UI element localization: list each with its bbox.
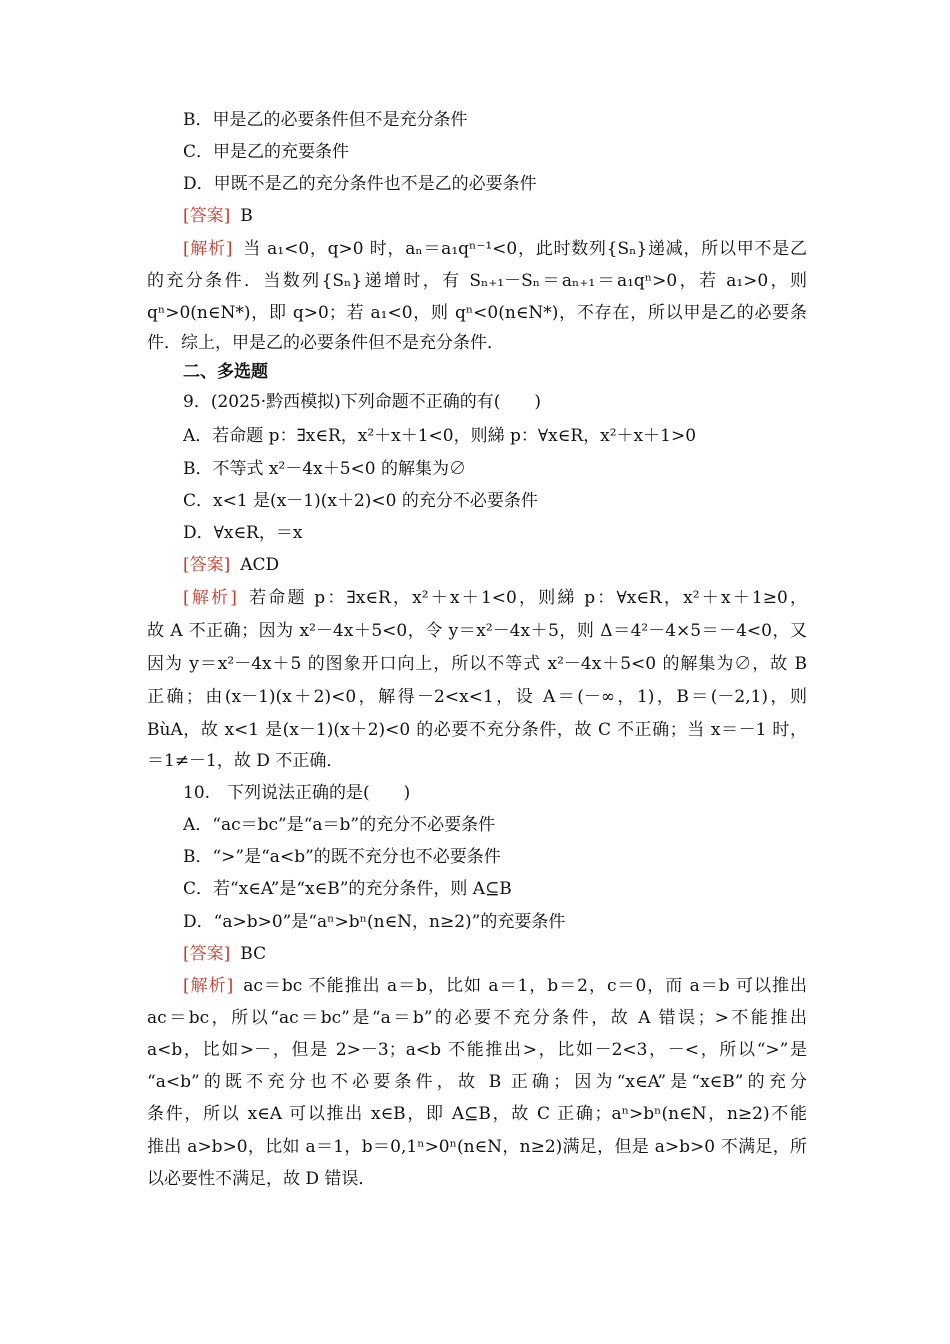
line-text: 正确；由(x－1)(x＋2)<0，解得－2<x<1，设 A＝(－∞，1)，B＝(－2,1)，则	[147, 687, 807, 707]
text-line	[147, 1035, 807, 1065]
text-line	[147, 649, 807, 679]
line-text: a<b，比如>－，但是 2>－3；a<b 不能推出>，比如－2<3，－<，所以“>”是	[147, 1040, 807, 1060]
line-text: 推出 a>b>0，比如 a＝1，b＝0,1ⁿ>0ⁿ(n∈N，n≥2)满足，但是 a>b>0 不满足，所	[147, 1137, 807, 1157]
line-text: A．若命题 p：∃x∈R，x²＋x＋1<0，则綈 p：∀x∈R，x²＋x＋1>0	[183, 426, 697, 446]
text-line	[183, 201, 807, 231]
text-line	[183, 842, 807, 872]
text-line	[147, 715, 807, 745]
line-text: “a<b”的既不充分也不必要条件，故 B 正确；因为“x∈A”是“x∈B”的充分	[147, 1072, 807, 1092]
answer-tag: [答案]	[183, 555, 231, 575]
line-text: 因为 y＝x²－4x＋5 的图象开口向上，所以不等式 x²－4x＋5<0 的解集为∅，故 B	[147, 654, 807, 674]
text-line	[183, 550, 807, 580]
text-line	[183, 874, 807, 904]
line-text: qⁿ>0(n∈N*)，即 q>0；若 a₁<0，则 qⁿ<0(n∈N*)，不存在，所以甲是乙的必要条	[147, 303, 807, 323]
line-text: D．∀x∈R，＝x	[183, 523, 303, 543]
line-text: ac＝bc，所以“ac＝bc”是“a＝b”的必要不充分条件，故 A 错误；>不能推出	[147, 1008, 807, 1028]
text-line	[183, 518, 807, 548]
text-line	[183, 421, 807, 451]
text-line	[183, 810, 807, 840]
line-text: 故 A 不正确；因为 x²－4x＋5<0，令 y＝x²－4x＋5，则 Δ＝4²－4×5＝－4<0，又	[147, 621, 807, 641]
text-line	[147, 328, 807, 358]
line-text: 若命题 p：∃x∈R，x²＋x＋1<0，则綈 p：∀x∈R，x²＋x＋1≥0，	[246, 588, 807, 608]
text-line	[147, 1164, 807, 1194]
answer-tag: [答案]	[183, 206, 231, 226]
line-text: C．若“x∈A”是“x∈B”的充分条件，则 A⊆B	[183, 879, 512, 899]
text-line	[183, 486, 807, 516]
line-text: ACD	[240, 555, 280, 575]
text-line	[147, 298, 807, 328]
text-line	[147, 1132, 807, 1162]
text-line	[147, 266, 807, 296]
text-line	[183, 454, 807, 484]
text-line	[147, 1067, 807, 1097]
text-line	[183, 357, 807, 387]
text-line	[183, 778, 807, 808]
line-text: 当 a₁<0，q>0 时，aₙ＝a₁qⁿ⁻¹<0，此时数列{Sₙ}递减，所以甲不是乙	[242, 239, 807, 259]
line-text: B．“>”是“a<b”的既不充分也不必要条件	[183, 847, 501, 867]
line-text: C．x<1 是(x－1)(x＋2)<0 的充分不必要条件	[183, 491, 538, 511]
line-text: ＝1≠－1，故 D 不正确．	[147, 751, 344, 771]
line-text: D．甲既不是乙的充分条件也不是乙的必要条件	[183, 174, 537, 194]
line-text: B．不等式 x²－4x＋5<0 的解集为∅	[183, 459, 466, 479]
line-text: 的充分条件．当数列{Sₙ}递增时，有 Sₙ₊₁－Sₙ＝aₙ₊₁＝a₁qⁿ>0，若 a₁>0，则	[147, 271, 807, 291]
line-text: 9．(2025·黔西模拟)下列命题不正确的有( )	[183, 392, 542, 412]
line-text: 条件，所以 x∈A 可以推出 x∈B，即 A⊆B，故 C 正确；aⁿ>bⁿ(n∈N，n≥2)不能	[147, 1104, 807, 1124]
text-line	[147, 682, 807, 712]
line-text: C．甲是乙的充要条件	[183, 142, 350, 162]
text-line	[183, 137, 807, 167]
line-text: D．“a>b>0”是“aⁿ>bⁿ(n∈N，n≥2)”的充要条件	[183, 912, 566, 932]
line-text: B	[240, 206, 253, 226]
text-line	[183, 169, 807, 199]
text-line	[183, 105, 807, 135]
line-text: B．甲是乙的必要条件但不是充分条件	[183, 110, 468, 130]
text-line	[147, 1099, 807, 1129]
line-text: 10. 下列说法正确的是( )	[183, 783, 411, 803]
text-line	[183, 939, 807, 969]
text-line	[183, 387, 807, 417]
line-text: 二、多选题	[183, 362, 268, 382]
text-line	[183, 971, 807, 1001]
text-line	[183, 583, 807, 613]
line-text: 以必要性不满足，故 D 错误．	[147, 1169, 376, 1189]
answer-tag: [解析]	[183, 588, 237, 608]
line-text: ac＝bc 不能推出 a＝b，比如 a＝1，b＝2，c＝0，而 a＝b 可以推出	[243, 976, 807, 996]
answer-tag: [答案]	[183, 944, 231, 964]
line-text: 件．综上，甲是乙的必要条件但不是充分条件．	[147, 333, 504, 353]
text-line	[183, 907, 807, 937]
answer-tag: [解析]	[183, 976, 234, 996]
text-line	[147, 746, 807, 776]
line-text: A．“ac＝bc”是“a＝b”的充分不必要条件	[183, 815, 496, 835]
answer-tag: [解析]	[183, 239, 233, 259]
line-text: BùA，故 x<1 是(x－1)(x＋2)<0 的必要不充分条件，故 C 不正确；当 x＝－1 时，	[147, 720, 807, 740]
text-line	[183, 234, 807, 264]
text-line	[147, 616, 807, 646]
text-line	[147, 1003, 807, 1033]
line-text: BC	[240, 944, 267, 964]
